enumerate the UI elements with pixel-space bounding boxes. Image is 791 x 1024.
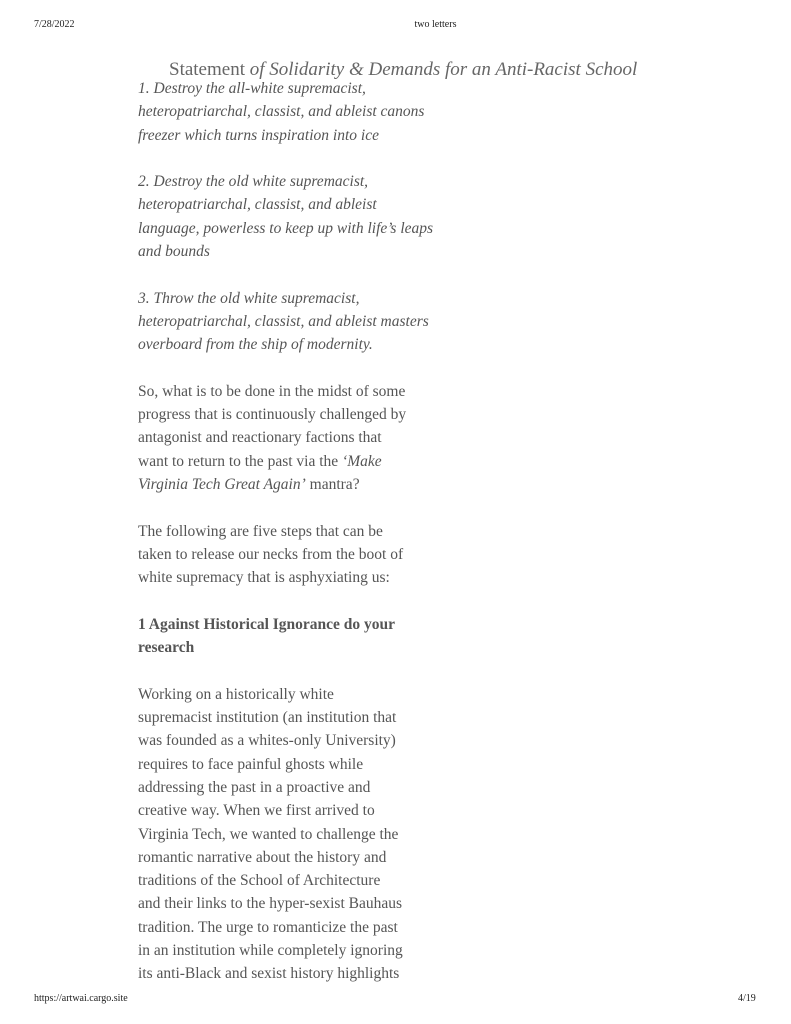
text-line: language, powerless to keep up with life’s leaps (138, 219, 434, 237)
text-line: white supremacy that is asphyxiating us: (138, 569, 390, 587)
title-part-2: of Solidarity & (249, 59, 369, 80)
text-line: traditions of the School of Architecture (138, 872, 381, 890)
text-line: 1. Destroy the all-white supremacist, (138, 80, 366, 97)
text-line: mantra? (305, 476, 360, 494)
text-line: freezer which turns inspiration into ice (138, 126, 379, 144)
header-title: two letters (414, 19, 457, 30)
footer-page-number: 4/19 (738, 993, 756, 1004)
steps-intro-paragraph (138, 520, 434, 590)
text-line: supremacist institution (an institution that (138, 709, 397, 727)
text-line: creative way. When we first arrived to (138, 802, 375, 820)
text-line: 2. Destroy the old white supremacist, (138, 173, 369, 191)
demand-3 (138, 287, 434, 357)
text-line: overboard from the ship of modernity. (138, 336, 373, 354)
text-line: and bounds (138, 243, 210, 261)
title-part-1: Statement (169, 59, 250, 80)
text-line: was founded as a whites-only University) (138, 732, 396, 750)
quote-text: ‘Make (342, 452, 382, 470)
text-line: The following are five steps that can be (138, 522, 383, 540)
section-heading (138, 613, 434, 660)
text-line: in an institution while completely ignoring (138, 941, 403, 959)
text-line: want to return to the past via the (138, 452, 343, 470)
text-line: taken to release our necks from the boot of (138, 545, 404, 563)
header-date: 7/28/2022 (34, 19, 75, 30)
text-line: progress that is continuously challenged by (138, 406, 407, 424)
text-line: 3. Throw the old white supremacist, (138, 289, 360, 307)
text-line: heteropatriarchal, classist, and ableist masters (138, 312, 429, 330)
text-line: romantic narrative about the history and (138, 848, 387, 866)
text-line: and their links to the hyper-sexist Bauhaus (138, 895, 402, 913)
text-line: addressing the past in a proactive and (138, 778, 371, 796)
text-line: requires to face painful ghosts while (138, 755, 364, 773)
body-paragraph (138, 683, 434, 986)
demand-2 (138, 170, 434, 263)
demand-1 (138, 77, 434, 147)
text-line: 1 Against Historical Ignorance do your (138, 615, 396, 633)
text-line: heteropatriarchal, classist, and ableist (138, 196, 377, 214)
text-line: Working on a historically white (138, 685, 334, 703)
text-line: heteropatriarchal, classist, and ableist canons (138, 103, 425, 121)
quote-text: Virginia Tech Great Again’ (138, 476, 306, 494)
article-column (138, 77, 434, 986)
text-line: research (138, 639, 195, 657)
text-line: Virginia Tech, we wanted to challenge the (138, 825, 399, 843)
text-line: So, what is to be done in the midst of some (138, 382, 406, 400)
footer-url[interactable]: https://artwai.cargo.site (34, 993, 128, 1004)
question-paragraph (138, 380, 434, 496)
title-part-3: Demands for an Anti-Racist School (368, 59, 638, 80)
text-line: tradition. The urge to romanticize the past (138, 918, 398, 936)
text-line: antagonist and reactionary factions that (138, 429, 382, 447)
text-line: its anti-Black and sexist history highlights (138, 965, 400, 983)
